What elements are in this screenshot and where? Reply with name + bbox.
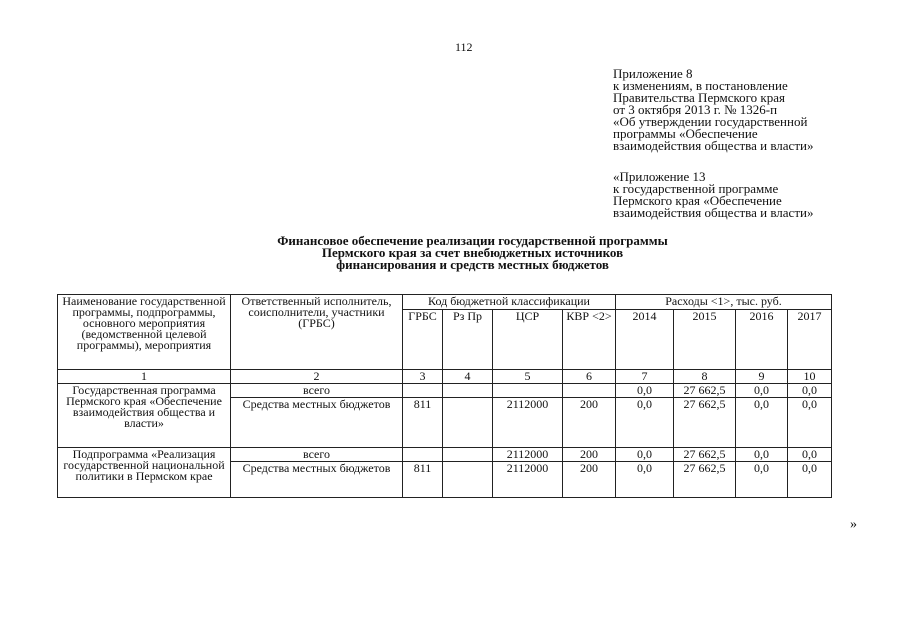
- annex-line: взаимодействия общества и власти»: [613, 205, 814, 220]
- annex-line: от 3 октября 2013 г. № 1326-п: [613, 102, 778, 117]
- annex-line: «Об утверждении государственной: [613, 114, 808, 129]
- header-2015: 2015: [674, 310, 736, 370]
- column-number: 8: [674, 370, 736, 384]
- column-number: 1: [58, 370, 231, 384]
- kvr-cell: 200: [563, 398, 616, 448]
- kvr-cell: 200: [563, 448, 616, 462]
- header-name: Наименование государственной программы, подпрограммы, основного мероприятия (ведомственной целевой программы), мероприятия: [58, 295, 231, 370]
- document-title: [200, 235, 745, 271]
- annex-line: «Приложение 13: [613, 169, 706, 184]
- executor-cell: Средства местных бюджетов: [231, 462, 403, 498]
- y2016-cell: 0,0: [736, 384, 788, 398]
- grbs-cell: 811: [403, 398, 443, 448]
- column-number-row: [58, 370, 832, 384]
- csr-cell: 2112000: [493, 462, 563, 498]
- page-number: 112: [455, 40, 473, 54]
- column-number: 6: [563, 370, 616, 384]
- title-line: Финансовое обеспечение реализации государственной программы: [277, 233, 668, 248]
- header-2016: 2016: [736, 310, 788, 370]
- annex-line: Правительства Пермского края: [613, 90, 785, 105]
- rzpr-cell: [443, 384, 493, 398]
- y2017-cell: 0,0: [788, 462, 832, 498]
- financing-table: [57, 294, 832, 498]
- y2015-cell: 27 662,5: [674, 384, 736, 398]
- grbs-cell: [403, 448, 443, 462]
- y2014-cell: 0,0: [616, 448, 674, 462]
- subprogram-name: Подпрограмма «Реализация государственной национальной политики в Пермском крае: [58, 448, 231, 498]
- title-line: финансирования и средств местных бюджетов: [336, 257, 609, 272]
- y2016-cell: 0,0: [736, 448, 788, 462]
- annex-8-block: [613, 68, 813, 152]
- table-header-row: [58, 295, 832, 310]
- title-line: Пермского края за счет внебюджетных источников: [321, 245, 624, 260]
- y2016-cell: 0,0: [736, 462, 788, 498]
- rzpr-cell: [443, 398, 493, 448]
- annex-line: программы «Обеспечение: [613, 126, 758, 141]
- header-2014: 2014: [616, 310, 674, 370]
- column-number: 7: [616, 370, 674, 384]
- rzpr-cell: [443, 448, 493, 462]
- y2017-cell: 0,0: [788, 448, 832, 462]
- header-expenses: Расходы <1>, тыс. руб.: [616, 295, 832, 310]
- csr-cell: 2112000: [493, 448, 563, 462]
- column-number: 3: [403, 370, 443, 384]
- annex-line: взаимодействия общества и власти»: [613, 138, 814, 153]
- y2017-cell: 0,0: [788, 398, 832, 448]
- header-grbs: ГРБС: [403, 310, 443, 370]
- annex-line: к государственной программе: [613, 181, 779, 196]
- csr-cell: 2112000: [493, 398, 563, 448]
- y2014-cell: 0,0: [616, 398, 674, 448]
- y2016-cell: 0,0: [736, 398, 788, 448]
- program-name: Государственная программа Пермского края «Обеспечение взаимодействия общества и власти»: [58, 384, 231, 448]
- header-kvr: КВР <2>: [563, 310, 616, 370]
- y2015-cell: 27 662,5: [674, 398, 736, 448]
- annex-13-block: [613, 171, 813, 219]
- grbs-cell: [403, 384, 443, 398]
- annex-line: Пермского края «Обеспечение: [613, 193, 782, 208]
- table-row: [58, 448, 832, 462]
- executor-cell: всего: [231, 384, 403, 398]
- y2015-cell: 27 662,5: [674, 448, 736, 462]
- closing-quote: »: [850, 517, 857, 532]
- header-2017: 2017: [788, 310, 832, 370]
- table-row: [58, 384, 832, 398]
- header-rzpr: Рз Пр: [443, 310, 493, 370]
- rzpr-cell: [443, 462, 493, 498]
- csr-cell: [493, 384, 563, 398]
- header-budget-code: Код бюджетной классификации: [403, 295, 616, 310]
- column-number: 2: [231, 370, 403, 384]
- annex-line: к изменениям, в постановление: [613, 78, 788, 93]
- y2015-cell: 27 662,5: [674, 462, 736, 498]
- column-number: 5: [493, 370, 563, 384]
- header-executor: Ответственный исполнитель, соисполнители, участники (ГРБС): [231, 295, 403, 370]
- kvr-cell: [563, 384, 616, 398]
- y2014-cell: 0,0: [616, 462, 674, 498]
- column-number: 9: [736, 370, 788, 384]
- grbs-cell: 811: [403, 462, 443, 498]
- kvr-cell: 200: [563, 462, 616, 498]
- header-csr: ЦСР: [493, 310, 563, 370]
- y2017-cell: 0,0: [788, 384, 832, 398]
- executor-cell: Средства местных бюджетов: [231, 398, 403, 448]
- annex-line: Приложение 8: [613, 66, 693, 81]
- y2014-cell: 0,0: [616, 384, 674, 398]
- column-number: 4: [443, 370, 493, 384]
- column-number: 10: [788, 370, 832, 384]
- executor-cell: всего: [231, 448, 403, 462]
